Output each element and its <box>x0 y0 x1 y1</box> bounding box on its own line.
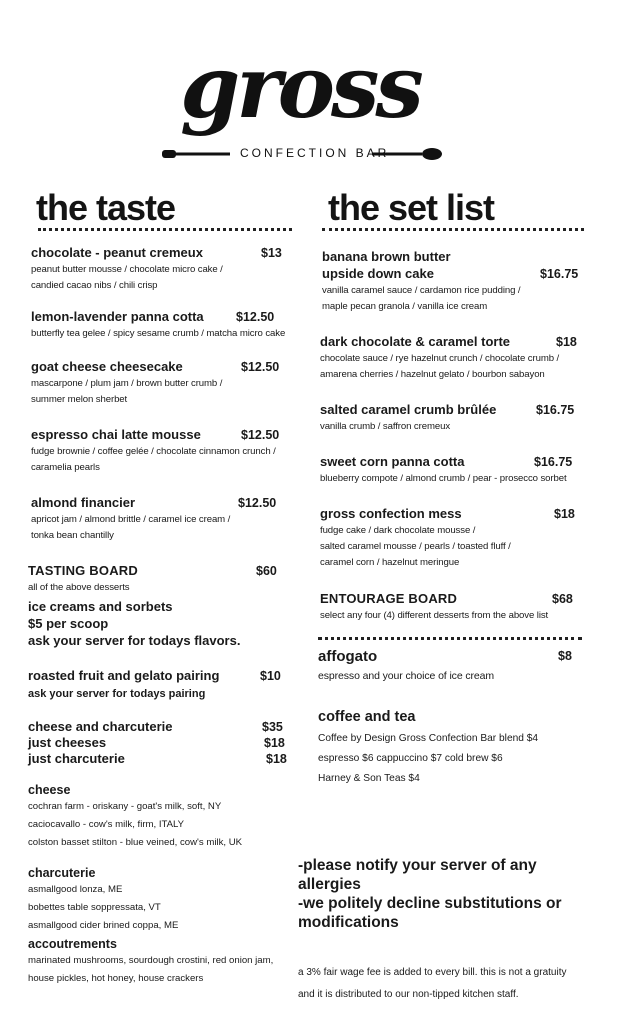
item-description: caramelia pearls <box>31 462 100 473</box>
list-item: marinated mushrooms, sourdough crostini, red onion jam, <box>28 955 274 966</box>
charcuterie-list <box>28 865 178 935</box>
item-name: sweet corn panna cotta <box>320 454 465 469</box>
item-description: all of the above desserts <box>28 582 130 593</box>
item-price: $18 <box>266 752 287 766</box>
item-price: $12.50 <box>241 360 280 374</box>
list-item: Coffee by Design Gross Confection Bar blend $4 <box>318 733 539 744</box>
item-description: vanilla crumb / saffron cremeux <box>320 421 451 432</box>
item-price: $12.50 <box>241 428 280 442</box>
list-item: colston basset stilton - blue veined, cow's milk, UK <box>28 837 243 848</box>
notice-line: modifications <box>298 914 399 931</box>
item-description: butterfly tea gelee / spicy sesame crumb / matcha micro cake <box>31 328 286 339</box>
item-price: $68 <box>552 592 573 606</box>
item-description: chocolate sauce / rye hazelnut crunch / chocolate crumb / <box>320 353 560 364</box>
item-price: $60 <box>256 564 277 578</box>
item-price: $18 <box>554 507 575 521</box>
item-description: mascarpone / plum jam / brown butter crumb / <box>31 378 223 389</box>
item-description: tonka bean chantilly <box>31 530 114 541</box>
item-name: cheese and charcuterie <box>28 719 173 734</box>
divider <box>38 228 292 231</box>
logo-wordmark: gross <box>180 37 420 138</box>
item-name: salted caramel crumb brûlée <box>320 402 497 417</box>
item-description: peanut butter mousse / chocolate micro cake / <box>31 264 223 275</box>
item-name: banana brown butter <box>322 249 451 264</box>
item-price: $18 <box>556 335 577 349</box>
item-name: TASTING BOARD <box>28 563 138 578</box>
coffee-title: coffee and tea <box>318 709 416 725</box>
item-description: fudge cake / dark chocolate mousse / <box>320 525 476 536</box>
item-price: $16.75 <box>540 267 579 281</box>
notice-line: -we politely decline substitutions or <box>298 895 562 912</box>
item-price: $13 <box>261 246 282 260</box>
list-item: asmallgood lonza, ME <box>28 884 123 895</box>
item-price: $12.50 <box>238 496 277 510</box>
ice-cream-title: ice creams and sorbets <box>28 599 173 614</box>
ice-cream-price: $5 per scoop <box>28 616 109 631</box>
item-price: $10 <box>260 669 281 683</box>
item-description: vanilla caramel sauce / cardamon rice pudding / <box>322 285 521 296</box>
item-price: $18 <box>264 736 285 750</box>
accoutrements-title: accoutrements <box>28 937 117 951</box>
footer-line: a 3% fair wage fee is added to every bill. this is not a gratuity <box>298 967 567 978</box>
item-name: gross confection mess <box>320 506 462 521</box>
item-name: goat cheese cheesecake <box>31 359 183 374</box>
item-price: $16.75 <box>536 403 575 417</box>
notice-line: allergies <box>298 876 361 893</box>
item-name: ENTOURAGE BOARD <box>320 591 458 606</box>
cheese-title: cheese <box>28 783 71 797</box>
accoutrements-list <box>28 936 273 988</box>
item-description: summer melon sherbet <box>31 394 128 405</box>
item-name: espresso chai latte mousse <box>31 427 201 442</box>
item-price: $35 <box>262 720 283 734</box>
item-name: lemon-lavender panna cotta <box>31 309 204 324</box>
divider <box>322 228 584 231</box>
list-item: bobettes table soppressata, VT <box>28 902 161 913</box>
list-item: caciocavallo - cow's milk, firm, ITALY <box>28 819 185 830</box>
logo-subtitle: CONFECTION BAR <box>240 146 390 160</box>
notice-line: -please notify your server of any <box>298 857 537 874</box>
item-description: salted caramel mousse / pearls / toasted fluff / <box>320 541 511 552</box>
footer-line: and it is distributed to our non-tipped kitchen staff. <box>298 989 519 1000</box>
item-description: espresso and your choice of ice cream <box>318 670 495 682</box>
item-name: just charcuterie <box>28 751 125 766</box>
fair-wage-notice <box>298 962 566 1006</box>
item-description: caramel corn / hazelnut meringue <box>320 557 460 568</box>
item-description: select any four (4) different desserts from the above list <box>320 610 549 621</box>
list-item: espresso $6 cappuccino $7 cold brew $6 <box>318 753 503 764</box>
list-item: asmallgood cider brined coppa, ME <box>28 920 179 931</box>
item-description: fudge brownie / coffee gelée / chocolate cinnamon crunch / <box>31 446 276 457</box>
coffee-and-tea <box>318 709 538 789</box>
item-description: ask your server for todays pairing <box>28 688 206 700</box>
item-description: blueberry compote / almond crumb / pear - prosecco sorbet <box>320 473 567 484</box>
item-name: chocolate - peanut cremeux <box>31 245 203 260</box>
divider <box>318 637 582 640</box>
cheese-list <box>28 782 242 852</box>
item-name: just cheeses <box>28 735 107 750</box>
item-name: roasted fruit and gelato pairing <box>28 668 220 683</box>
section-title-the-set-list: the set list <box>328 187 495 228</box>
charcuterie-title: charcuterie <box>28 866 96 880</box>
item-description: amarena cherries / hazelnut gelato / bourbon sabayon <box>320 369 545 380</box>
item-name: dark chocolate & caramel torte <box>320 334 511 349</box>
item-name: almond financier <box>31 495 136 510</box>
item-description: apricot jam / almond brittle / caramel ice cream / <box>31 514 231 525</box>
item-description: maple pecan granola / vanilla ice cream <box>322 301 488 312</box>
list-item: house pickles, hot honey, house crackers <box>28 973 204 984</box>
item-name: upside down cake <box>322 266 434 281</box>
item-price: $12.50 <box>236 310 275 324</box>
item-name: affogato <box>318 648 378 665</box>
list-item: Harney & Son Teas $4 <box>318 773 420 784</box>
ice-cream-note: ask your server for todays flavors. <box>28 633 241 648</box>
item-price: $16.75 <box>534 455 573 469</box>
item-description: candied cacao nibs / chili crisp <box>31 280 158 291</box>
section-title-the-taste: the taste <box>36 187 176 228</box>
logo <box>150 38 450 178</box>
list-item: cochran farm - oriskany - goat's milk, soft, NY <box>28 801 222 812</box>
item-price: $8 <box>558 649 572 663</box>
allergy-notice <box>298 856 562 932</box>
